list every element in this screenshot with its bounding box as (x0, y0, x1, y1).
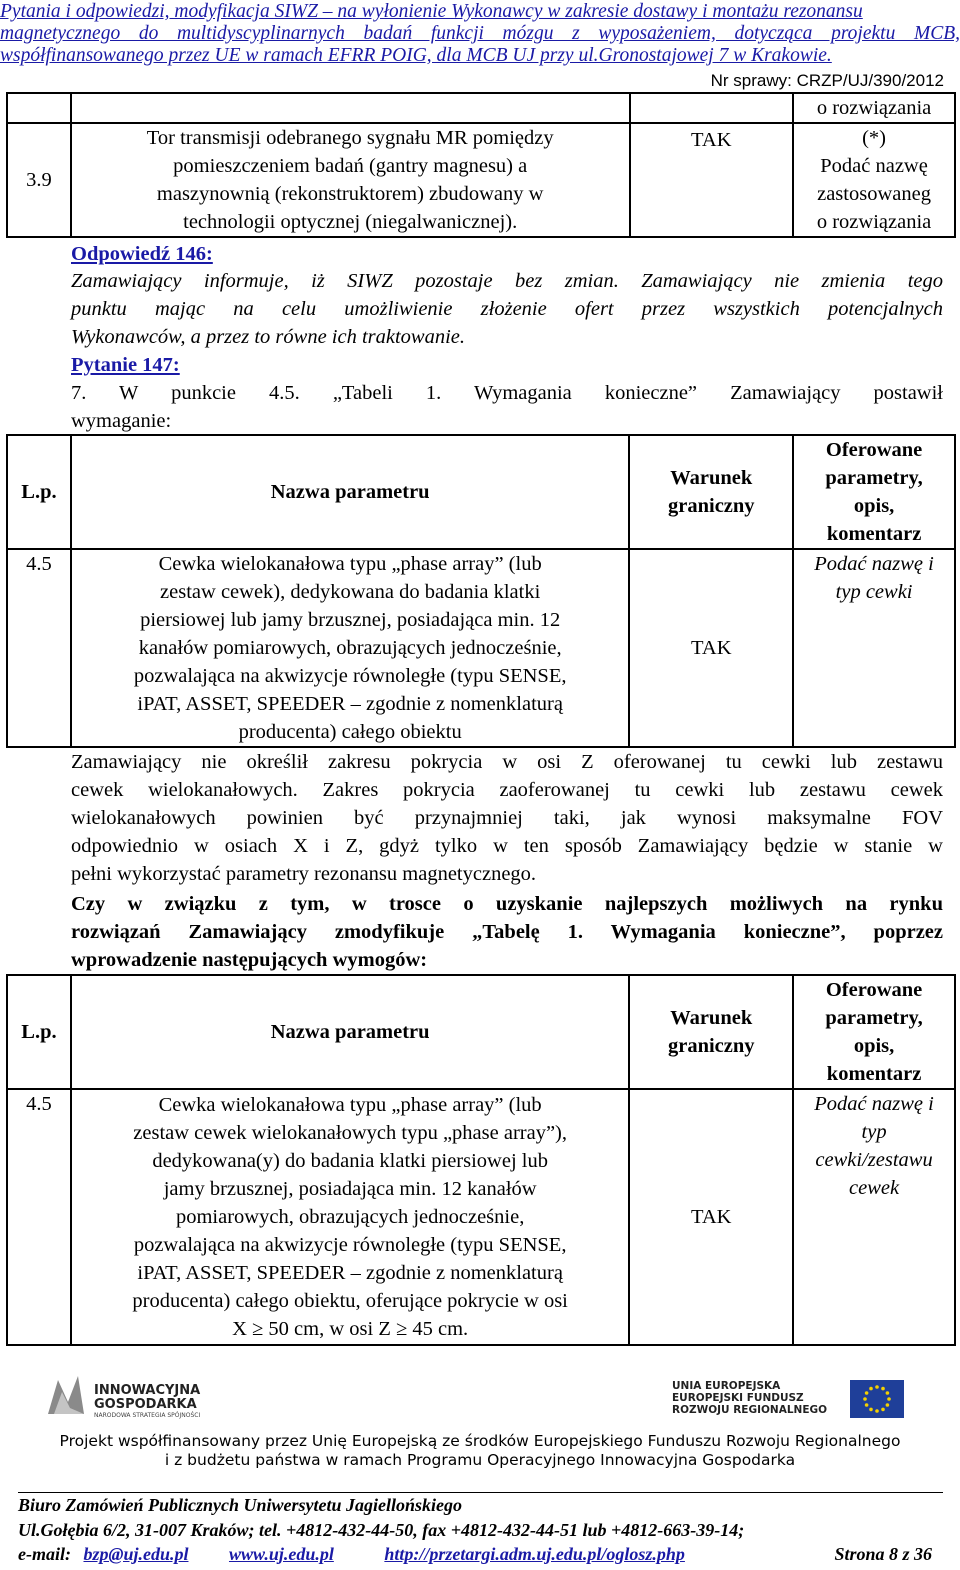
requirements-table-2 (6, 974, 956, 1346)
footer-office: Biuro Zamówień Publicznych Uniwersytetu Jagiellońskiego (18, 1495, 463, 1515)
requirements-table-top (6, 92, 956, 238)
innowacyjna-gospodarka-logo (44, 1374, 224, 1422)
name-line: Cewka wielokanałowa typu „phase array” (lub (158, 553, 542, 575)
table-cell (630, 93, 794, 123)
lp-cell: 4.5 (7, 1089, 71, 1345)
case-number: Nr sprawy: CRZP/UJ/390/2012 (710, 71, 944, 90)
name-line: jamy brzusznej, posiadająca min. 12 kanałów (163, 1178, 537, 1200)
table-cell (7, 93, 71, 123)
header-lp: L.p. (7, 435, 71, 549)
name-line: iPAT, ASSET, SPEEDER – zgodnie z nomenklaturą (137, 693, 563, 715)
logo-line: UNIA EUROPEJSKA (672, 1380, 781, 1392)
name-line: dedykowana(y) do badania klatki piersiowej lub (152, 1150, 548, 1172)
name-line: Tor transmisji odebranego sygnału MR pomiędzy (146, 127, 554, 149)
text-line: Zamawiający nie określił zakresu pokrycia w osi Z oferowanej tu cewki lub zestawu (71, 751, 943, 773)
header-line: parametry, (825, 1007, 923, 1029)
offered-line: (*) (862, 127, 886, 149)
question-heading: Pytanie 147: (71, 354, 180, 376)
header-line: Warunek (670, 467, 753, 489)
question-147-heading (71, 351, 943, 379)
question-147-intro (71, 379, 943, 435)
header-line: Warunek (670, 1007, 753, 1029)
name-cell (71, 549, 629, 747)
name-line: pozwalająca na akwizycje równoległe (typu SENSE, (133, 1234, 567, 1256)
name-line: zestaw cewek), dedykowana do badania klatki (160, 581, 541, 603)
requirements-table-1 (6, 434, 956, 748)
offered-line: Podać nazwę i (814, 1093, 934, 1115)
offered-cell: o rozwiązania (793, 93, 955, 123)
text-line: wprowadzenie następujących wymogów: (71, 949, 428, 971)
table-row (7, 93, 955, 123)
text-line: odpowiednio w osiach X i Z, gdyż tylko w ten sposób Zamawiający będzie w stanie w (71, 835, 943, 857)
footer-project-line-1: Projekt współfinansowany przez Unię Europejską ze środków Europejskiego Funduszu Rozwoju Regionalnego (59, 1432, 901, 1450)
lp-cell: 3.9 (7, 123, 71, 237)
body-question (71, 890, 943, 974)
logo-line: GOSPODARKA (94, 1397, 197, 1412)
name-line: pozwalająca na akwizycje równoległe (typu SENSE, (133, 665, 567, 687)
logo-line: INNOWACYJNA (94, 1383, 201, 1398)
text-line: rozwiązań Zamawiający zmodyfikuje „Tabelę 1. Wymagania konieczne”, poprzez (71, 921, 943, 943)
text-line: 7. W punkcie 4.5. „Tabeli 1. Wymagania konieczne” Zamawiający postawił (71, 382, 943, 404)
name-line: kanałów pomiarowych, obrazujących jednocześnie, (138, 637, 562, 659)
name-line: producenta) całego obiektu (238, 721, 462, 743)
offered-cell (793, 549, 955, 747)
offered-line: typ (861, 1121, 887, 1143)
table-header-row (7, 435, 955, 549)
text-line: punktu mając na celu umożliwienie złożenie ofert przez wszystkich potencjalnych (71, 298, 943, 320)
name-line: X ≥ 50 cm, w osi Z ≥ 45 cm. (232, 1318, 469, 1340)
logo-line: EUROPEJSKI FUNDUSZ (672, 1392, 804, 1404)
name-cell (71, 1089, 629, 1345)
condition-cell: TAK (630, 123, 794, 237)
header-line: Oferowane (825, 979, 923, 1001)
header-line: opis, (853, 1035, 895, 1057)
header-line-1: Pytania i odpowiedzi, modyfikacja SIWZ – na wyłonienie Wykonawcy w zakresie dostawy i montażu rezonansu (0, 1, 863, 22)
offered-cell (793, 123, 955, 237)
offered-line: typ cewki (835, 581, 913, 603)
header-condition (629, 435, 793, 549)
condition-cell: TAK (629, 549, 793, 747)
answer-heading: Odpowiedź 146: (71, 243, 213, 265)
name-line: Cewka wielokanałowa typu „phase array” (lub (158, 1094, 542, 1116)
header-line: komentarz (826, 1063, 922, 1085)
eu-flag-icon (850, 1380, 904, 1418)
offered-line: Podać nazwę i (814, 553, 934, 575)
body-paragraph (71, 748, 943, 888)
name-line: pomieszczeniem badań (gantry magnesu) a (173, 155, 528, 177)
header-line: graniczny (668, 495, 755, 517)
name-line: piersiowej lub jamy brzusznej, posiadająca min. 12 (140, 609, 561, 631)
table-row (7, 1089, 955, 1345)
offered-line: Podać nazwę (820, 155, 928, 177)
email-link[interactable]: bzp@uj.edu.pl (83, 1544, 189, 1564)
footer-address: Ul.Gołębia 6/2, 31-007 Kraków; tel. +4812-432-44-50, fax +4812-432-44-51 lub +4812-663-39-14; (18, 1520, 745, 1540)
logo-line: ROZWOJU REGIONALNEGO (672, 1404, 828, 1416)
text-line: Zamawiający informuje, iż SIWZ pozostaje bez zmian. Zamawiający nie zmienia tego (71, 270, 943, 292)
offered-line: cewki/zestawu (815, 1149, 933, 1171)
text-line: Czy w związku z tym, w trosce o uzyskanie najlepszych możliwych na rynku (71, 893, 943, 915)
text-line: wielokanałowych powinien być przynajmniej taki, jak wynosi maksymalne FOV (71, 807, 943, 829)
name-line: iPAT, ASSET, SPEEDER – zgodnie z nomenklaturą (137, 1262, 563, 1284)
lp-cell: 4.5 (7, 549, 71, 747)
offered-cell (793, 1089, 955, 1345)
page-number: Strona 8 z 36 (834, 1544, 932, 1564)
table-row (7, 123, 955, 237)
name-cell (71, 123, 630, 237)
header-line: graniczny (667, 1035, 755, 1057)
offered-line: cewek (849, 1177, 900, 1199)
header-name: Nazwa parametru (71, 975, 629, 1089)
footer-project-line-2: i z budżetu państwa w ramach Programu Operacyjnego Innowacyjna Gospodarka (164, 1451, 796, 1469)
text-line: wymaganie: (71, 410, 172, 432)
condition-cell: TAK (629, 1089, 793, 1345)
name-line: pomiarowych, obrazujących jednocześnie, (175, 1206, 525, 1228)
logo-emblem-icon (44, 1374, 88, 1420)
header-line-3: współfinansowanego przez UE w ramach EFRR POIG, dla MCB UJ przy ul.Gronostajowej 7 w Krakowie. (0, 45, 832, 66)
website-link[interactable]: www.uj.edu.pl (228, 1544, 334, 1564)
footer-rule (18, 1492, 943, 1493)
header-offered (793, 435, 955, 549)
header-line-2: magnetycznego do multidyscyplinarnych badań funkcji mózgu z wyposażeniem, dotycząca projektu MCB, (0, 23, 960, 44)
header-line: Oferowane (825, 439, 923, 461)
table-cell (71, 93, 630, 123)
answer-146-text (71, 267, 943, 351)
answer-146-heading (71, 240, 943, 268)
header-name: Nazwa parametru (71, 435, 629, 549)
text-line: pełni wykorzystać parametry rezonansu magnetycznego. (71, 863, 537, 885)
header-line: opis, (853, 495, 895, 517)
email-label: e-mail: (18, 1544, 71, 1564)
table-header-row (7, 975, 955, 1089)
name-line: technologii optycznej (niegalwanicznej). (183, 211, 518, 233)
name-line: producenta) całego obiektu, oferujące pokrycie w osi (132, 1290, 568, 1312)
header-line: parametry, (825, 467, 923, 489)
table-row (7, 549, 955, 747)
header-offered (793, 975, 955, 1089)
header-condition (629, 975, 793, 1089)
text-line: Wykonawców, a przez to równe ich traktowanie. (71, 326, 466, 348)
text-line: cewek wielokanałowych. Zakres pokrycia zaoferowanej tu cewki lub zestawu cewek (71, 779, 943, 801)
footer-contacts (18, 1542, 948, 1566)
header-line: komentarz (826, 523, 922, 545)
tenders-link[interactable]: http://przetargi.adm.uj.edu.pl/oglosz.php (384, 1544, 685, 1564)
logo-line: NARODOWA STRATEGIA SPÓJNOŚCI (94, 1412, 201, 1419)
header-lp: L.p. (7, 975, 71, 1089)
offered-line: zastosowaneg (817, 183, 931, 205)
offered-line: o rozwiązania (816, 211, 932, 233)
name-line: zestaw cewek wielokanałowych typu „phase array”), (133, 1122, 567, 1144)
name-line: maszynownią (rekonstruktorem) zbudowany w (156, 183, 544, 205)
eu-logo (672, 1378, 922, 1422)
